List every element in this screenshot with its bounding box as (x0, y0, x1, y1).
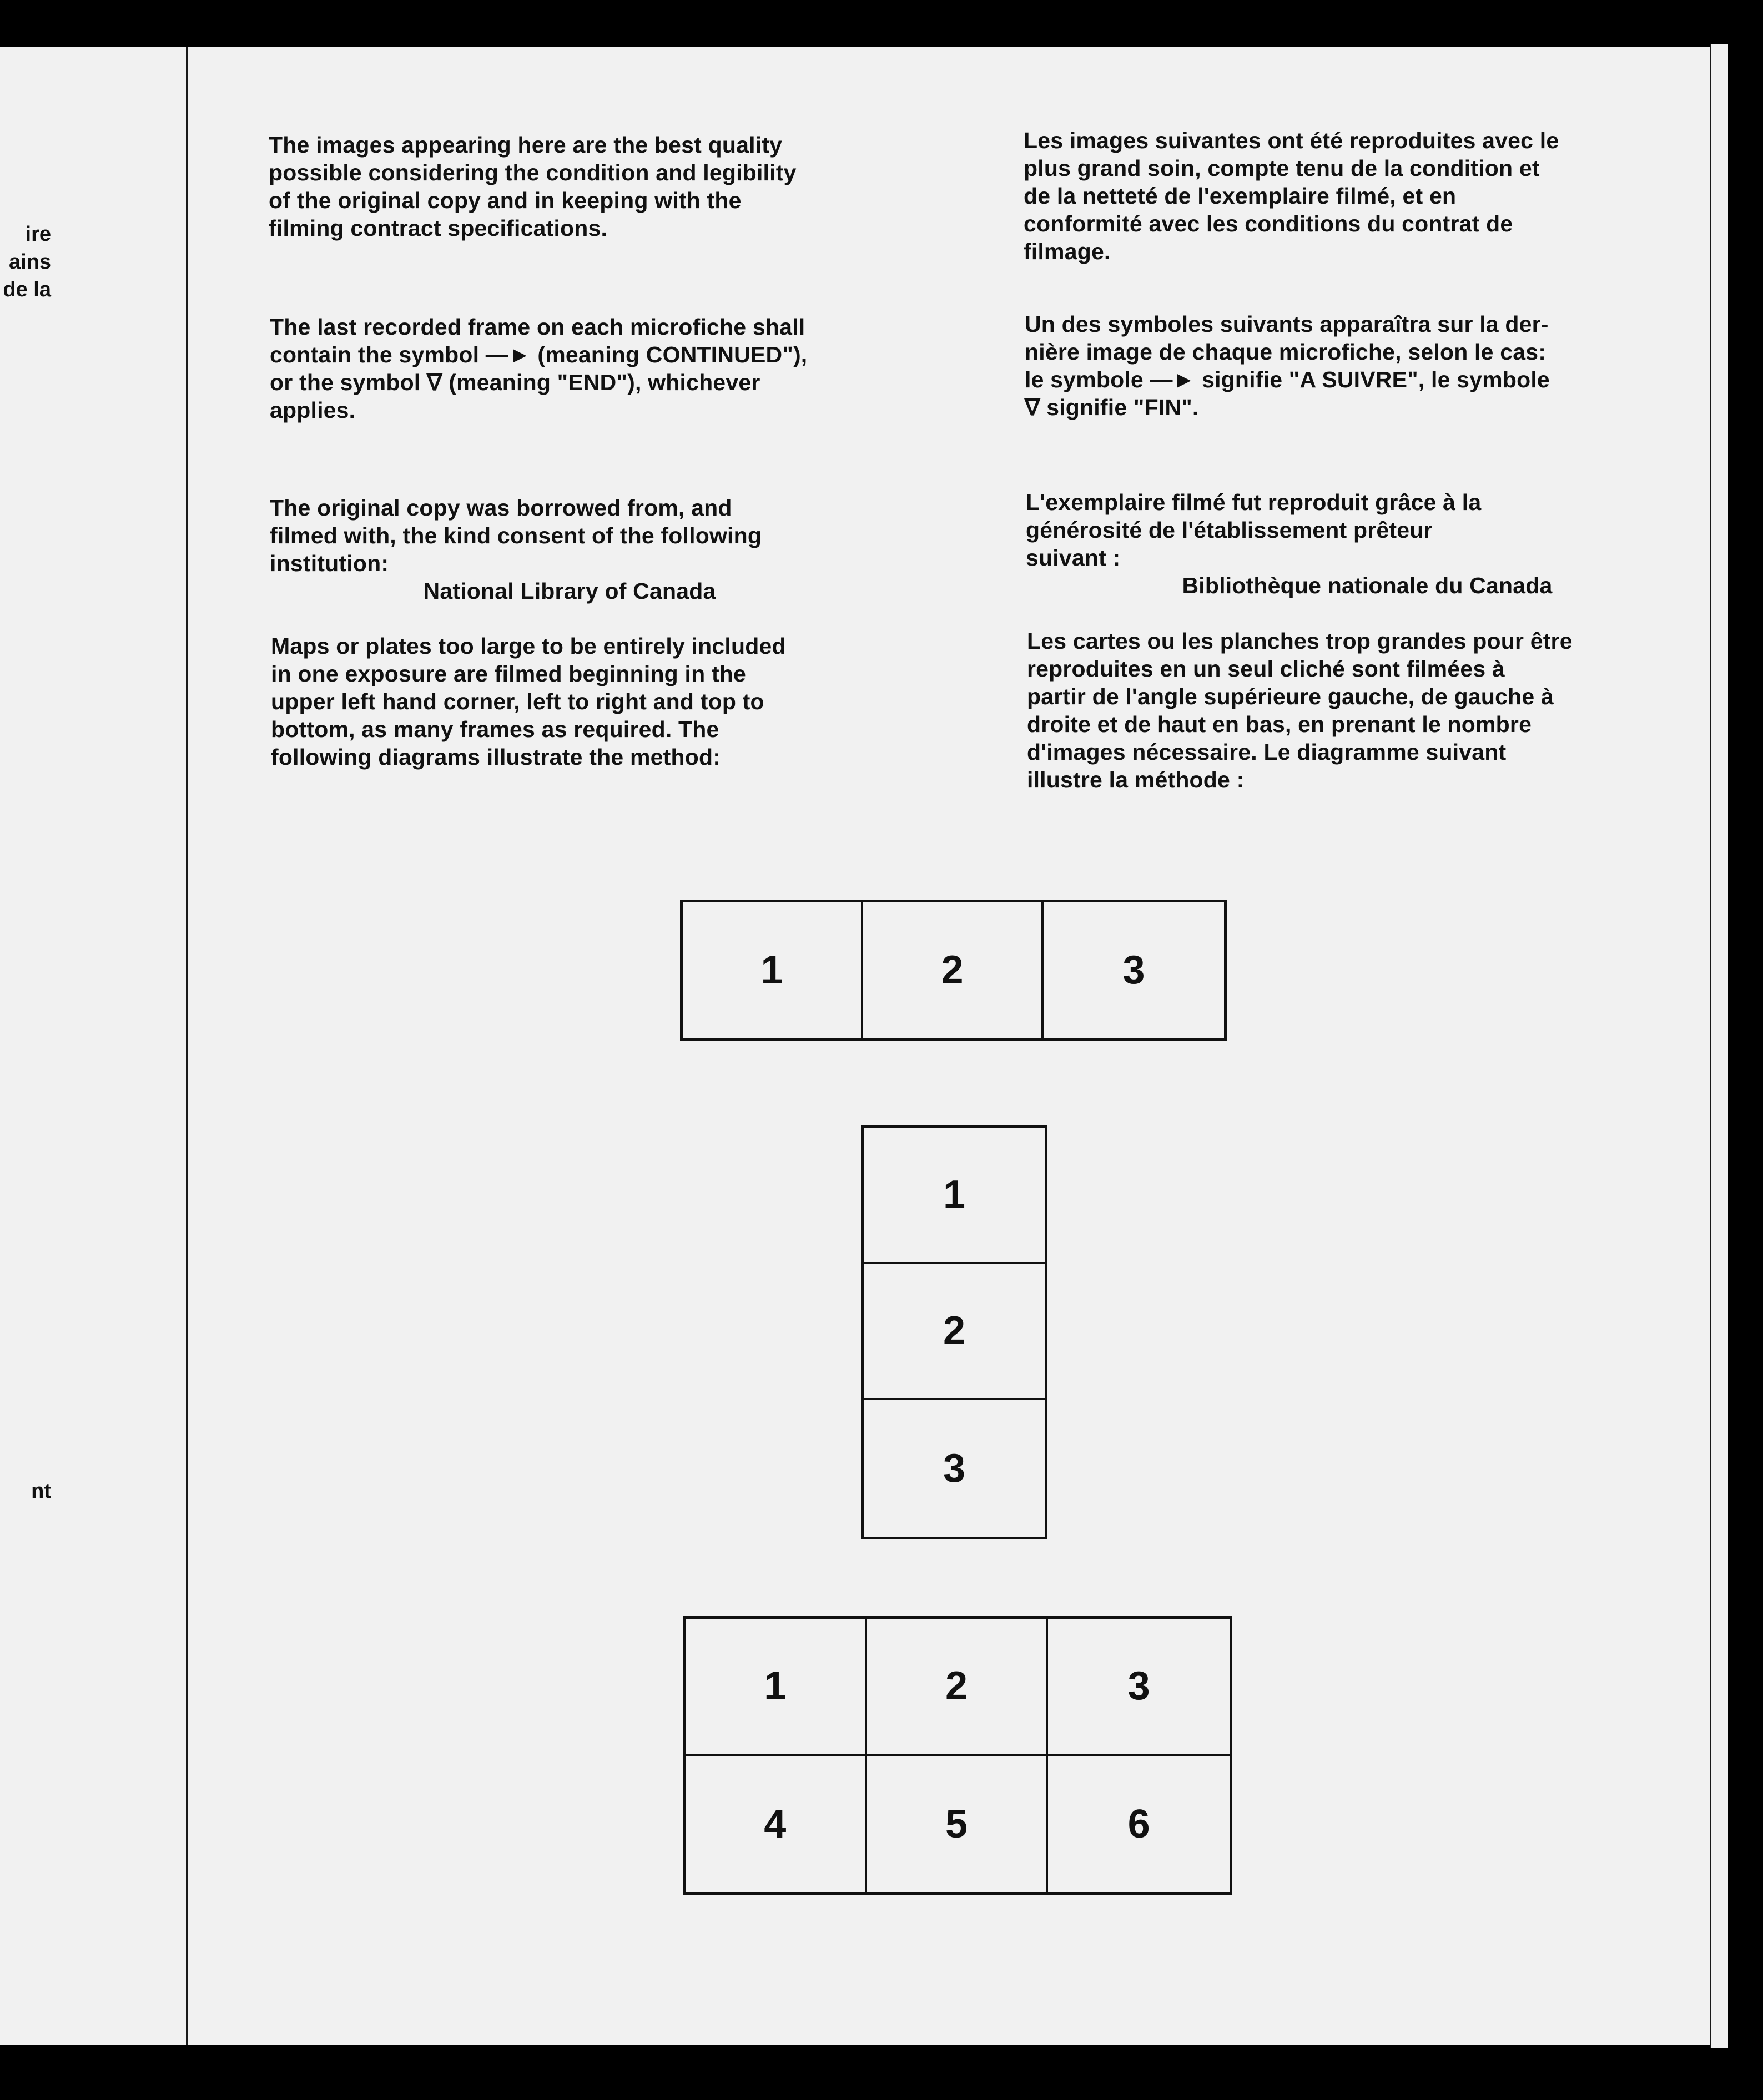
left-fragment-2: ains (8, 250, 51, 274)
frame-cell: 3 (1122, 948, 1145, 992)
frame-cell: 3 (1048, 1619, 1230, 1756)
right-page-edge (1710, 44, 1728, 2048)
english-source-text: The original copy was borrowed from, and filmed with, the kind consent of the following institution: (270, 495, 762, 576)
french-symbol-statement: Un des symboles suivants apparaîtra sur la der- nière image de chaque microfiche, selon le cas: le symbole —► signifie "A SUIVRE", le symbole ∇ signifie "FIN". (1025, 311, 1550, 420)
left-fragment-1: ire (25, 223, 51, 246)
page-fold-line (186, 47, 188, 2045)
french-institution-name: Bibliothèque nationale du Canada (1182, 573, 1553, 598)
frame-cell: 4 (686, 1756, 867, 1893)
french-maps-statement: Les cartes ou les planches trop grandes pour être reproduites en un seul cliché sont filmées à partir de l'angle supérieure gauche, de gauche à droite et de haut en bas, en prenant le nombre d'images nécessaire. Le diagramme suivant illustre la méthode : (1027, 628, 1573, 792)
frame-cell: 2 (867, 1619, 1049, 1756)
frame-cell: 2 (863, 902, 1044, 1038)
english-maps-statement: Maps or plates too large to be entirely included in one exposure are filmed beginning in the upper left hand corner, left to right and top to bottom, as many frames as required. The following diagrams illustrate the method: (271, 633, 786, 770)
horizontal-frame-diagram (680, 900, 1227, 1041)
microfiche-target-page (0, 47, 1721, 2045)
left-fragment-4: nt (31, 1480, 51, 1503)
english-institution-name: National Library of Canada (423, 578, 716, 604)
french-source-text: L'exemplaire filmé fut reproduit grâce à la générosité de l'établissement prêteur suivant : (1026, 489, 1482, 571)
frame-cell: 1 (683, 902, 863, 1038)
frame-cell: 2 (864, 1264, 1045, 1401)
english-quality-statement: The images appearing here are the best quality possible considering the condition and legibility of the original copy and in keeping with the filming contract specifications. (269, 132, 797, 241)
frame-cell: 1 (864, 1128, 1045, 1264)
left-fragment-3: de la (3, 278, 51, 301)
vertical-frame-diagram (861, 1125, 1047, 1539)
frame-cell: 5 (867, 1756, 1049, 1893)
frame-cell: 3 (943, 1446, 966, 1491)
frame-cell: 1 (686, 1619, 867, 1756)
french-quality-statement: Les images suivantes ont été reproduites avec le plus grand soin, compte tenu de la condition et de la netteté de l'exemplaire filmé, et en conformité avec les conditions du contrat de filmage. (1024, 128, 1559, 264)
french-source-statement (1026, 461, 1625, 627)
english-source-statement (270, 466, 869, 633)
english-symbol-statement: The last recorded frame on each microfiche shall contain the symbol —► (meaning CONTINUED"), or the symbol ∇ (meaning "END"), whichever applies. (270, 314, 808, 423)
grid-frame-diagram (683, 1616, 1232, 1895)
frame-cell: 6 (1127, 1801, 1150, 1846)
